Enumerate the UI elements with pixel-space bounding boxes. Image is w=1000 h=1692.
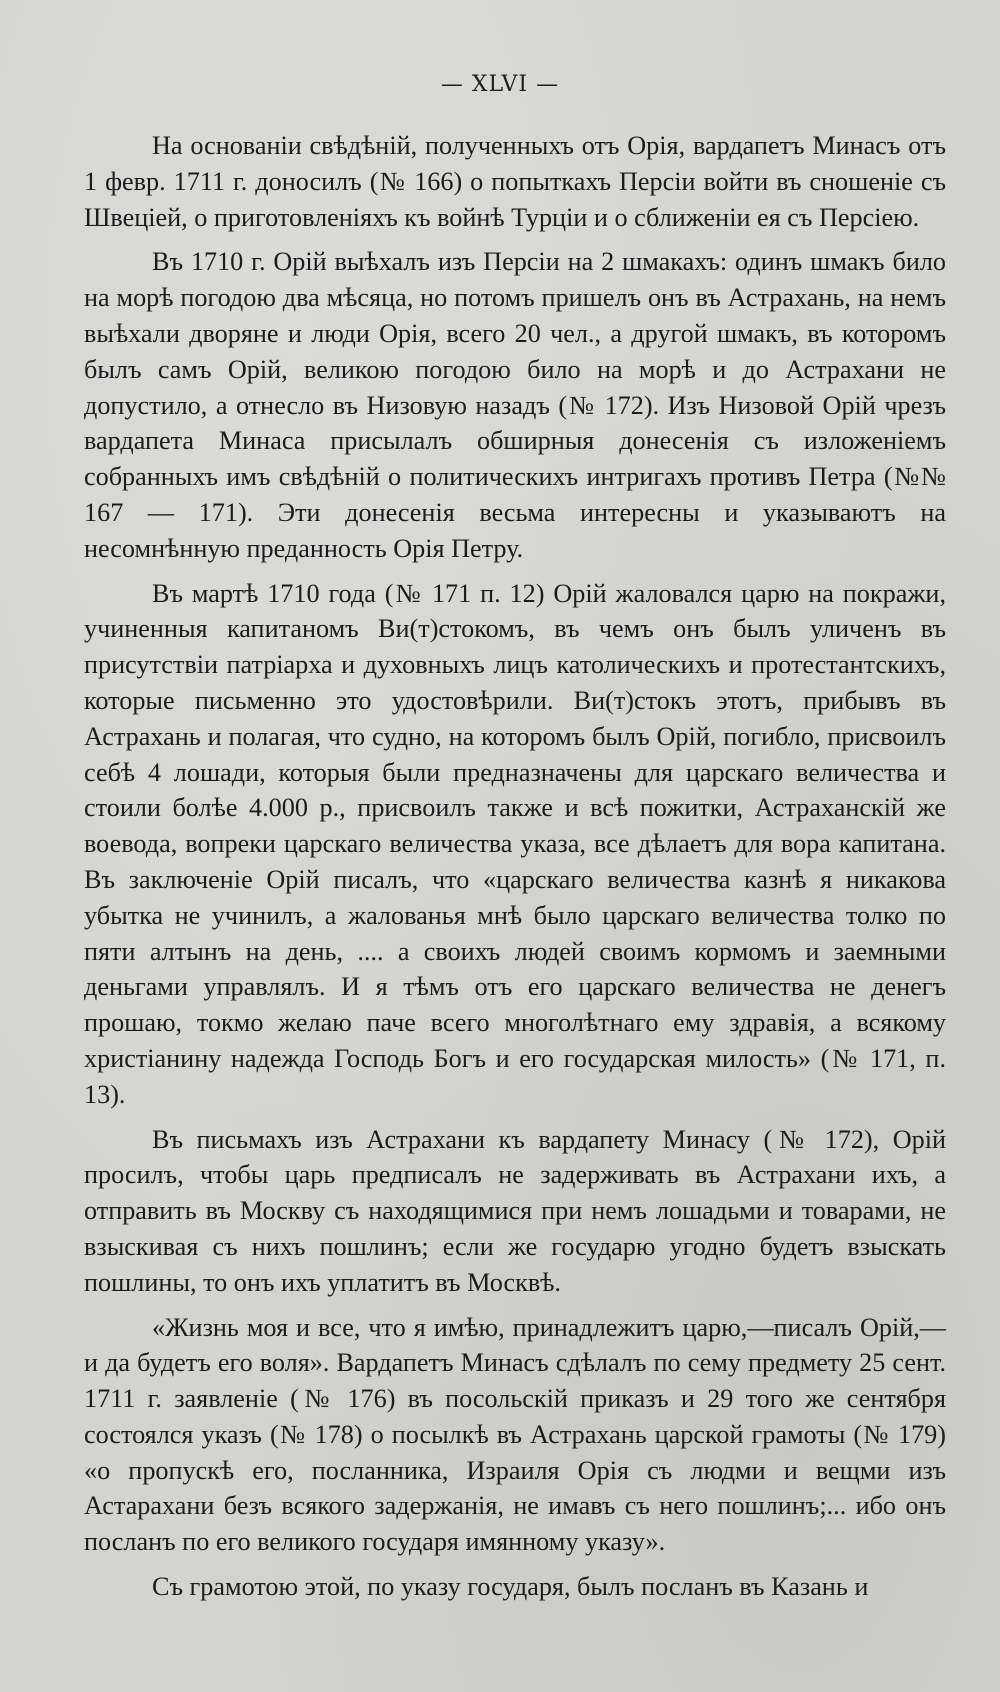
paragraph: На основаніи свѣдѣній, полученныхъ отъ Орія, вардапетъ Минасъ отъ 1 февр. 1711 г. доносилъ (№ 166) о попыткахъ Персіи войти въ сношеніе съ Швеціей, о приготовленіяхъ къ войнѣ Турціи и о сближеніи ея съ Персіею. xyxy=(84,131,946,232)
page-number-header: — XLVI — xyxy=(440,72,560,97)
paragraph: Въ 1710 г. Орій выѣхалъ изъ Персіи на 2 шмакахъ: одинъ шмакъ било на морѣ погодою два мѣсяца, но потомъ пришелъ онъ въ Астрахань, на немъ выѣхали дворяне и люди Орія, всего 20 чел., а другой шмакъ, въ которомъ былъ самъ Орій, великою погодою било на морѣ и до Астрахани не допустило, а отнесло въ Низовую назадъ (№ 172). Изъ Низовой Орій чрезъ вардапета Минаса присылалъ обширныя донесенія съ изложеніемъ собранныхъ имъ свѣдѣній о политическихъ интригахъ противъ Петра (№№ 167 — 171). Эти донесенія весьма интересны и указываютъ на несомнѣнную преданность Орія Петру. xyxy=(84,247,946,563)
paragraph: Съ грамотою этой, по указу государя, былъ посланъ въ Казань и xyxy=(152,1572,869,1602)
paragraph: «Жизнь моя и все, что я имѣю, принадлежитъ царю,—писалъ Орій,—и да будетъ его воля». Вардапетъ Минасъ сдѣлалъ по сему предмету 25 сент. 1711 г. заявленіе (№ 176) въ посольскій приказъ и 29 того же сентября состоялся указъ (№ 178) о посылкѣ въ Астрахань царской грамоты (№ 179) «о пропускѣ его, посланника, Израиля Орія съ людми и вещми изъ Астарахани безъ всякого задержанія, не имавъ съ него пошлинъ;... ибо онъ посланъ по его великого государя имянному указу». xyxy=(84,1312,946,1557)
paragraph: Въ мартѣ 1710 года (№ 171 п. 12) Орій жаловался царю на покражи, учиненныя капитаномъ Ви(т)стокомъ, въ чемъ онъ былъ уличенъ въ присутствіи патріарха и духовныхъ лицъ католическихъ и протестантскихъ, которые письменно это удостовѣрили. Ви(т)стокъ этотъ, прибывъ въ Астрахань и полагая, что судно, на которомъ былъ Орій, погибло, присвоилъ себѣ 4 лошади, которыя были предназначены для царскаго величества и стоили болѣе 4.000 р., присвоилъ также и всѣ пожитки, Астраханскій же воевода, вопреки царскаго величества указа, все дѣлаетъ для вора капитана. Въ заключеніе Орій писалъ, что «царскаго величества казнѣ я никакова убытка не учинилъ, а жалованья мнѣ было царскаго величества толко по пяти алтынъ на день, .... а своихъ людей своимъ кормомъ и заемными деньгами управлялъ. И я тѣмъ отъ его царскаго величества не денегъ прошаю, токмо желаю паче всего многолѣтнаго ему здравія, а всякому христіанину надежда Господь Богъ и его государская милость» (№ 171, п. 13). xyxy=(84,578,946,1109)
page-text xyxy=(84,128,946,1614)
paragraph: Въ письмахъ изъ Астрахани къ вардапету Минасу (№ 172), Орій просилъ, чтобы царь предписалъ не задерживать въ Астрахани ихъ, а отправить въ Москву съ находящимися при немъ лошадьми и товарами, не взыскивая съ нихъ пошлинъ; если же государю угодно будетъ взыскать пошлины, то онъ ихъ уплатитъ въ Москвѣ. xyxy=(84,1124,946,1297)
